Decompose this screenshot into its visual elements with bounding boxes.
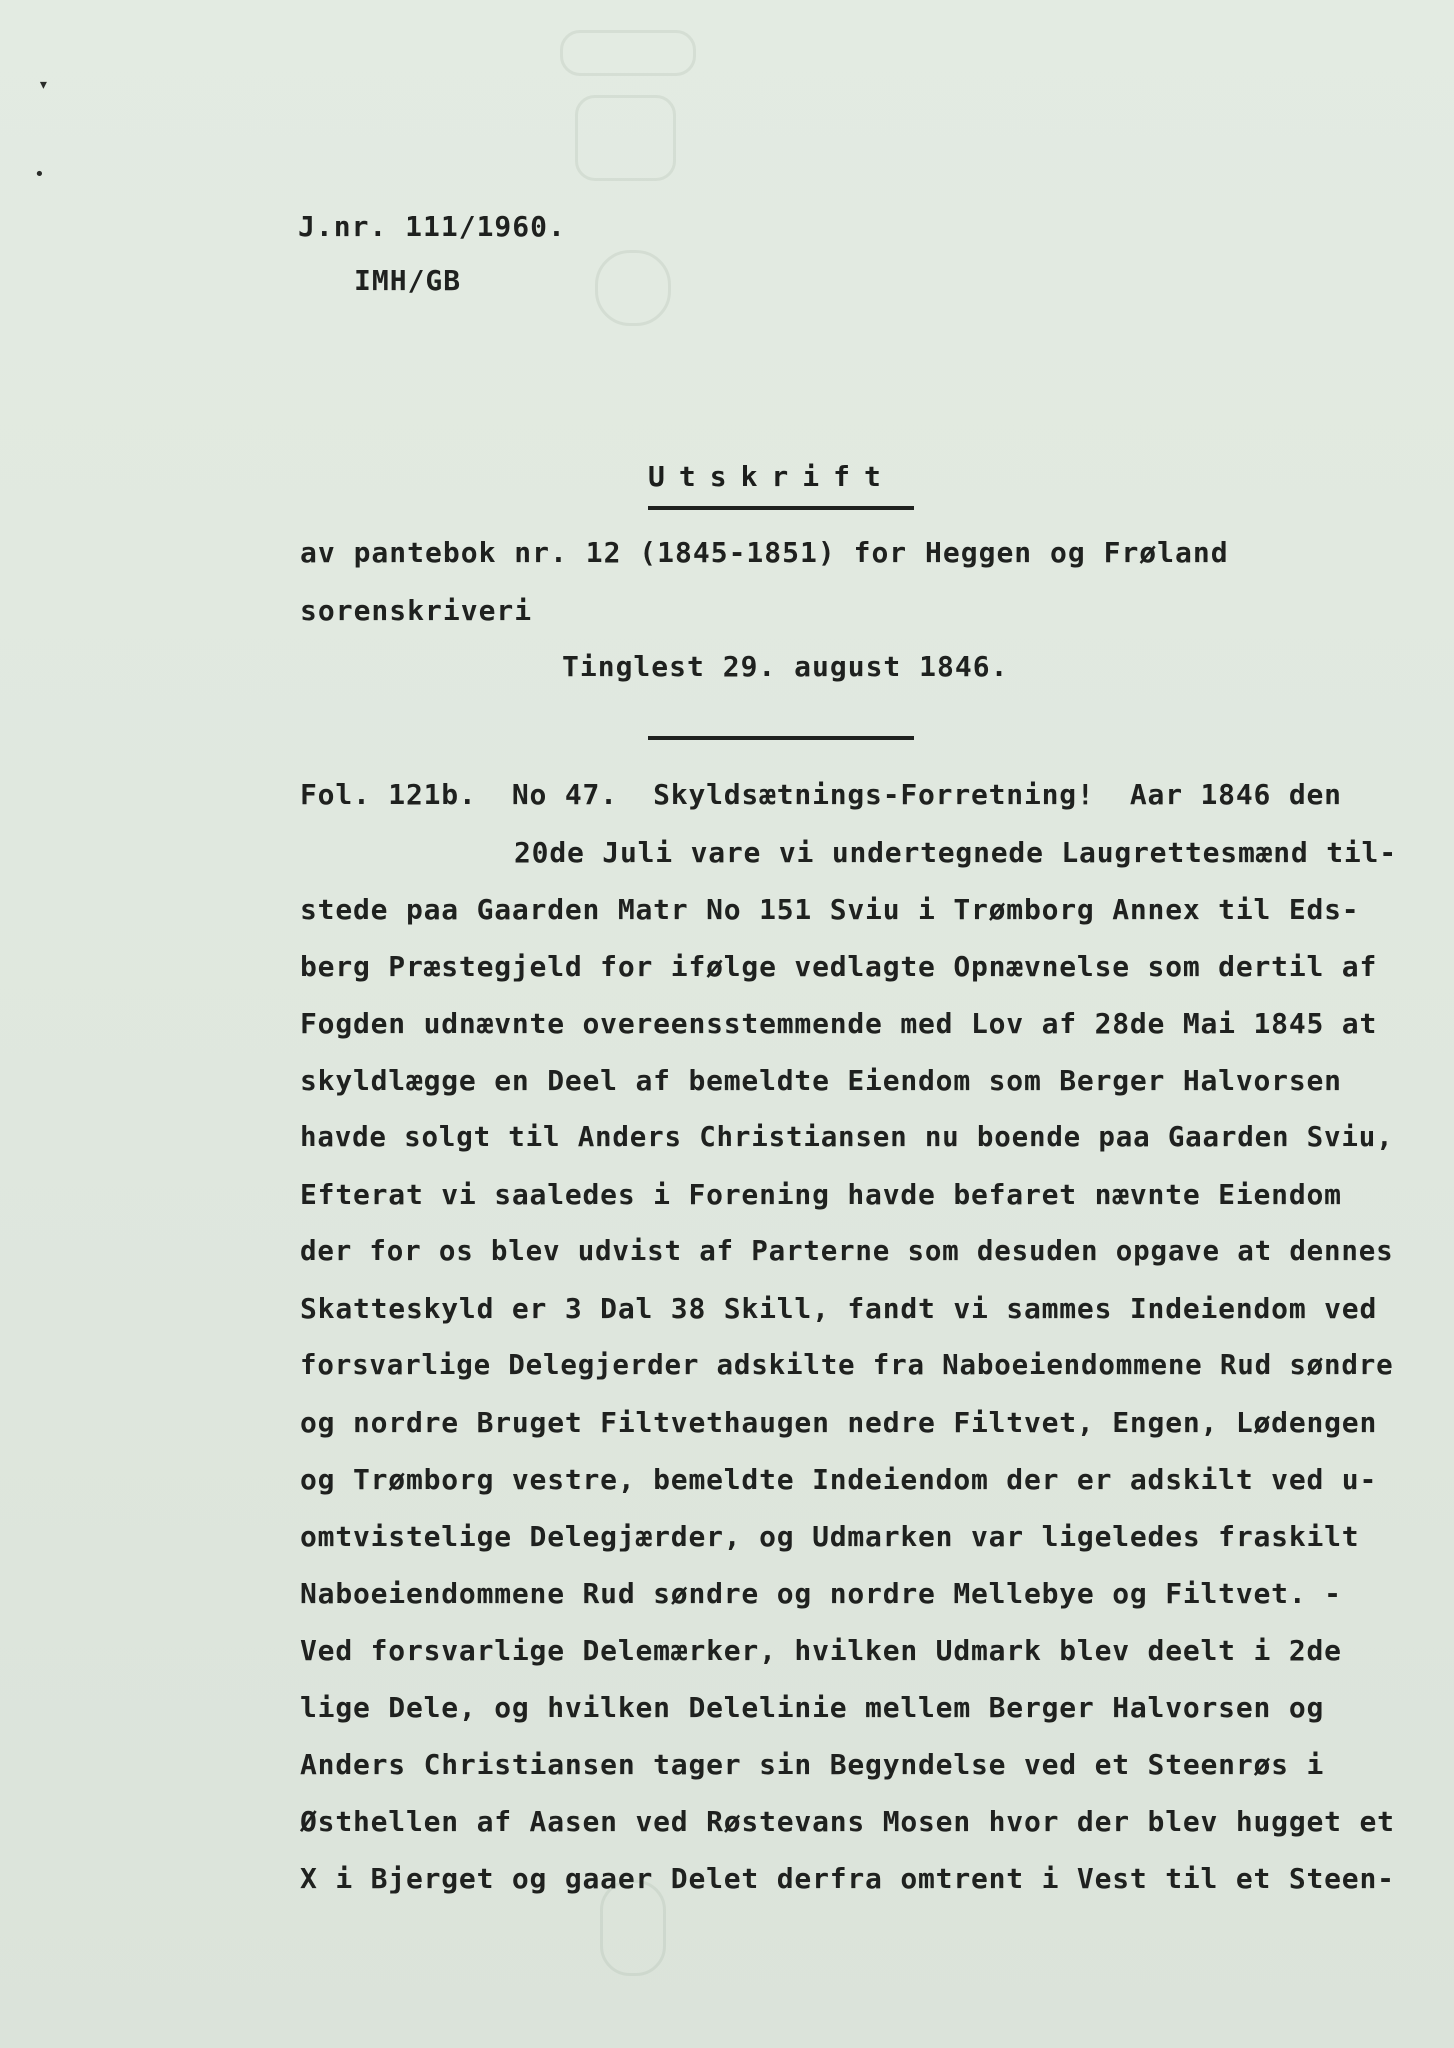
- body-line: forsvarlige Delegjerder adskilte fra Naboeiendommene Rud søndre: [300, 1349, 1394, 1381]
- body-line: skyldlægge en Deel af bemeldte Eiendom som Berger Halvorsen: [300, 1064, 1342, 1097]
- body-line: omtvistelige Delegjærder, og Udmarken var ligeledes fraskilt: [300, 1520, 1360, 1553]
- body-line: stede paa Gaarden Matr No 151 Sviu i Trømborg Annex til Eds-: [300, 893, 1360, 926]
- body-line: lige Dele, og hvilken Delelinie mellem Berger Halvorsen og: [300, 1691, 1325, 1724]
- subtitle-line-2: sorenskriveri: [300, 594, 533, 627]
- body-line: Fol. 121b. No 47. Skyldsætnings-Forretning! Aar 1846 den: [300, 778, 1342, 811]
- body-line: og Trømborg vestre, bemeldte Indeiendom der er adskilt ved u-: [300, 1463, 1378, 1496]
- body-line: X i Bjerget og gaaer Delet derfra omtrent i Vest til et Steen-: [300, 1862, 1395, 1895]
- margin-mark-middle: •: [34, 164, 45, 185]
- body-line: havde solgt til Anders Christiansen nu boende paa Gaarden Sviu,: [300, 1121, 1394, 1153]
- initials: IMH/GB: [354, 264, 462, 297]
- registration-date: Tinglest 29. august 1846.: [562, 650, 1009, 683]
- margin-mark-top: ▾: [38, 74, 49, 95]
- body-line: Efterat vi saaledes i Forening havde befaret nævnte Eiendom: [300, 1178, 1342, 1211]
- document-title: Utskrift: [648, 460, 895, 493]
- show-through-mark: [595, 250, 671, 326]
- body-line: og nordre Bruget Filtvethaugen nedre Filtvet, Engen, Lødengen: [300, 1406, 1378, 1439]
- show-through-mark: [560, 30, 696, 76]
- body-line: der for os blev udvist af Parterne som desuden opgave at dennes: [300, 1235, 1394, 1267]
- body-line: berg Præstegjeld for ifølge vedlagte Opnævnelse som dertil af: [300, 950, 1378, 983]
- journal-number: J.nr. 111/1960.: [298, 210, 566, 243]
- body-line: 20de Juli vare vi undertegnede Laugrettesmænd til-: [514, 836, 1397, 869]
- body-line: Anders Christiansen tager sin Begyndelse ved et Steenrøs i: [300, 1748, 1325, 1781]
- subtitle-line-1: av pantebok nr. 12 (1845-1851) for Heggen og Frøland: [300, 536, 1229, 569]
- show-through-mark: [575, 95, 676, 181]
- body-line: Østhellen af Aasen ved Røstevans Mosen hvor der blev hugget et: [300, 1805, 1395, 1838]
- body-line: Fogden udnævnte overeensstemmende med Lov af 28de Mai 1845 at: [300, 1007, 1378, 1040]
- body-line: Naboeiendommene Rud søndre og nordre Mellebye og Filtvet. -: [300, 1577, 1342, 1610]
- body-line: Ved forsvarlige Delemærker, hvilken Udmark blev deelt i 2de: [300, 1634, 1342, 1667]
- section-divider: [648, 736, 914, 740]
- title-underline: [648, 506, 914, 510]
- body-line: Skatteskyld er 3 Dal 38 Skill, fandt vi sammes Indeiendom ved: [300, 1292, 1378, 1325]
